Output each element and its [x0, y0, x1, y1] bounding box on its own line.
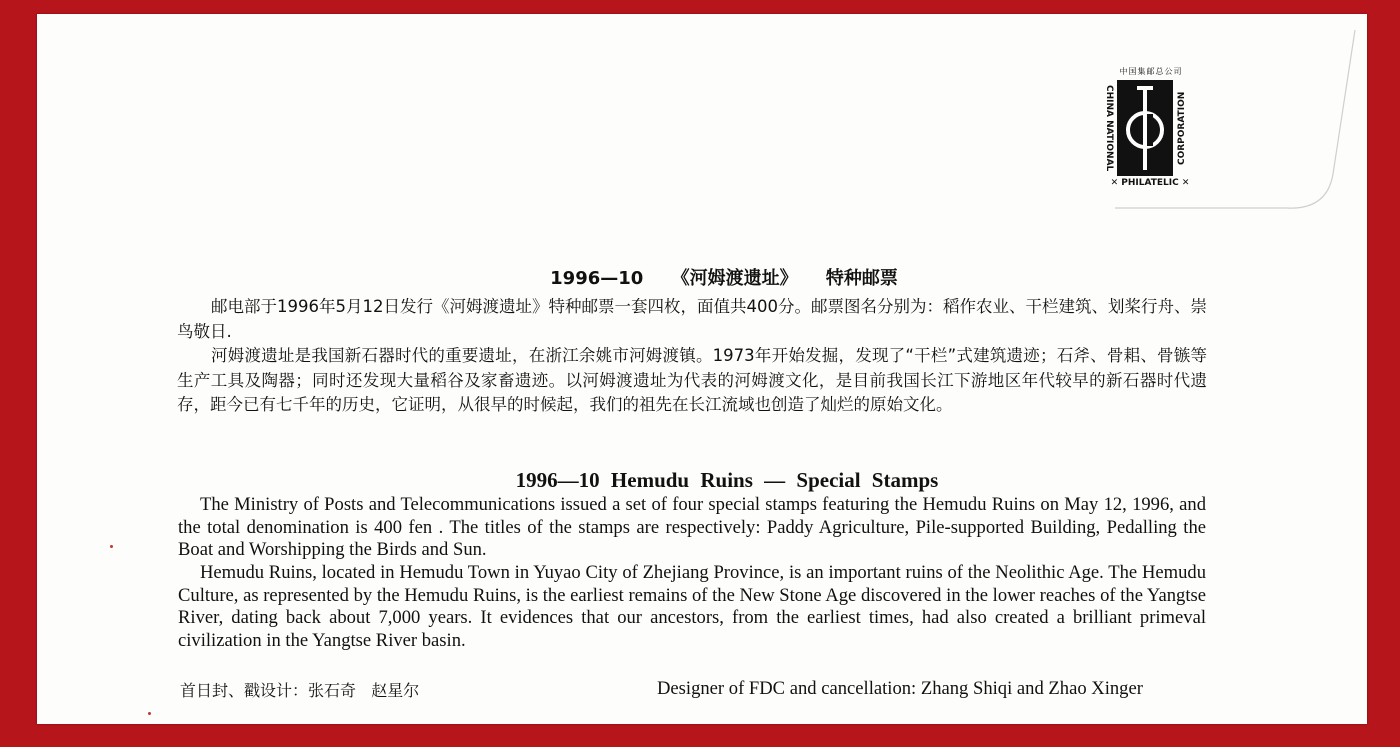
- logo-text-right: CORPORATION: [1177, 91, 1187, 165]
- cnpc-logo: [1100, 66, 1200, 196]
- chinese-paragraph-2: 河姆渡遗址是我国新石器时代的重要遗址，在浙江余姚市河姆渡镇。1973年开始发掘，发现了“干栏”式建筑遗迹；石斧、骨耜、骨镞等生产工具及陶器；同时还发现大量稻谷及家畜遗迹。以河姆渡遗址为代表的河姆渡文化，是目前我国长江下游地区年代较早的新石器时代遗存，距今已有七千年的历史，它证明，从很早的时候起，我们的祖先在长江流域也创造了灿烂的原始文化。: [177, 346, 1207, 414]
- logo-chinese-name: 中国集邮总公司: [1119, 67, 1183, 76]
- english-paragraph-2: Hemudu Ruins, located in Hemudu Town in Yuyao City of Zhejiang Province, is an important ruins of the Neolithic Age. The Hemudu Culture, as represented by the Hemudu Ruins, is the earliest remains of the New Stone Age discovered in the lower reaches of the Yangtse River, dating back about 7,000 years. It evidences that our ancestors, from the earliest times, had also created a brilliant primeval civilization in the Yangtse River basin.: [178, 562, 1206, 651]
- chinese-designer-credit: 首日封、戳设计：张石奇 赵星尔: [180, 681, 420, 700]
- envelope-back: [37, 14, 1367, 724]
- red-speck: [110, 545, 113, 548]
- english-title: 1996—10 Hemudu Ruins — Special Stamps: [515, 468, 939, 492]
- logo-text-left: CHINA NATIONAL: [1104, 84, 1114, 172]
- english-designer-credit: Designer of FDC and cancellation: Zhang Shiqi and Zhao Xinger: [657, 678, 1143, 699]
- cnpc-emblem-icon: [1117, 80, 1173, 176]
- logo-text-bottom: ✕ PHILATELIC ✕: [1110, 178, 1190, 188]
- red-speck: [148, 712, 151, 715]
- chinese-title: 1996—10 《河姆渡遗址》 特种邮票: [550, 268, 898, 289]
- chinese-paragraph-1: 邮电部于1996年5月12日发行《河姆渡遗址》特种邮票一套四枚，面值共400分。邮票图名分别为：稻作农业、干栏建筑、划桨行舟、崇鸟敬日.: [177, 297, 1207, 341]
- english-paragraph-1: The Ministry of Posts and Telecommunications issued a set of four special stamps featuring the Hemudu Ruins on May 12, 1996, and the total denomination is 400 fen . The titles of the stamps are respectively: Paddy Agriculture, Pile-supported Building, Pedalling the Boat and Worshipping the Birds and Sun.: [178, 494, 1206, 560]
